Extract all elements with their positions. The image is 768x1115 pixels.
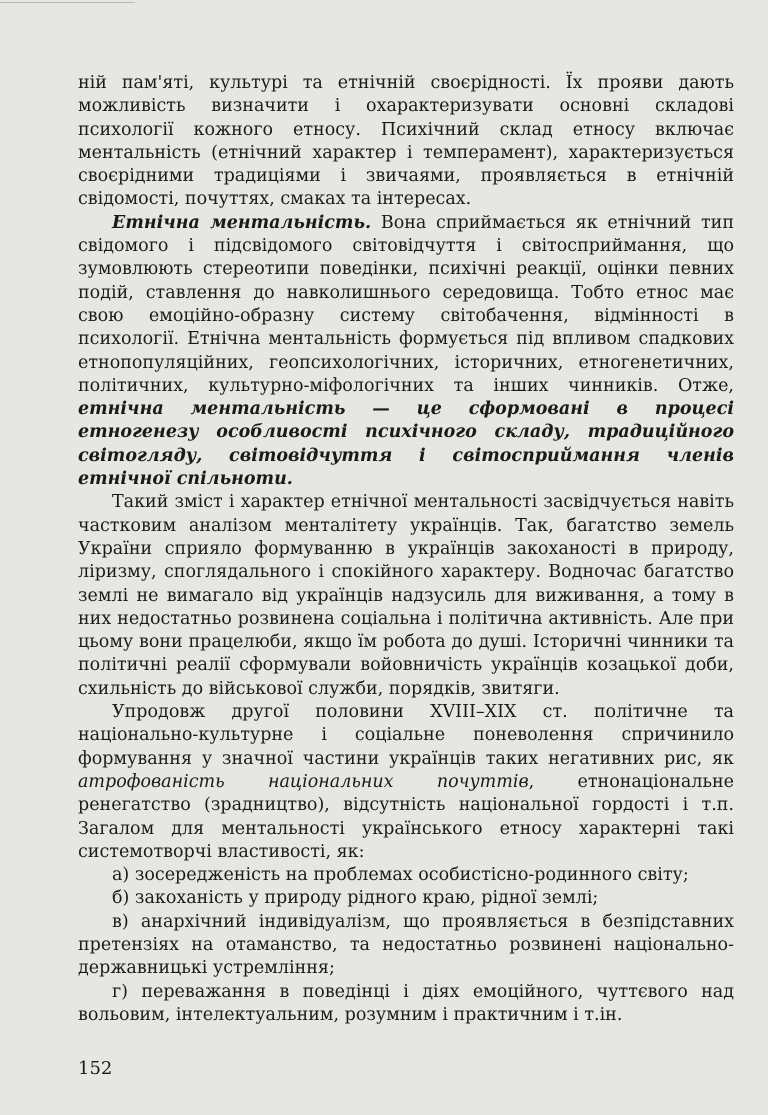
list-item-a	[78, 864, 734, 887]
paragraph-4-text-a: Упродовж другої половини XVIII–XIX ст. політичне та національно-культурне і соціальне поневолення спричинило формування у значної частини українців таких негативних рис, як	[78, 702, 734, 769]
list-item-a-text: а) зосередженість на проблемах особистісно-родинного світу;	[112, 865, 689, 886]
top-edge-rule	[0, 2, 135, 3]
list-item-c-text: в) анархічний індивідуалізм, що проявляється в безпідставних претензіях на отаманство, та недостатньо розвинені національно-державницькі устремління;	[78, 911, 734, 979]
list-item-d-text: г) переважання в поведінці і діях емоційного, чуттєвого над вольовим, інтелектуальним, розумним і практичним і т.ін.	[78, 981, 734, 1025]
paragraph-4-text-b: , етнонаціональне ренегатство (зрадництво), відсутність національної гордості і т.п. Загалом для ментальності українського етносу характерні такі системотворчі властивості, як:	[78, 771, 734, 862]
paragraph-ethnic-mentality	[78, 212, 734, 492]
list-item-d	[78, 981, 734, 1028]
paragraph-1	[78, 72, 734, 212]
emphasis-text: атрофованість національних почуттів	[78, 771, 529, 792]
paragraph-4	[78, 701, 734, 864]
term-heading: Етнічна ментальність.	[112, 212, 372, 233]
list-item-b	[78, 887, 734, 910]
definition-text: етнічна ментальність — це сформовані в процесі етногенезу особливості психічного складу, традиційного світогляду, світовідчуття і світосприймання членів етнічної спільноти.	[78, 399, 734, 490]
paragraph-1-text: ній пам'яті, культурі та етнічній своєрідності. Їх прояви дають можливість визначити і охарактеризувати основні складові психології кожного етносу. Психічний склад етносу включає ментальність (етнічний характер і темперамент), характеризується своєрідними традиціями і звичаями, проявляється в етнічній свідомості, почуттях, смаках та інтересах.	[78, 73, 734, 210]
paragraph-3	[78, 491, 734, 701]
paragraph-2-text: Вона сприймається як етнічний тип свідомого і підсвідомого світовідчуття і світосприймання, що зумовлюють стереотипи поведінки, психічні реакції, оцінки певних подій, ставлення до навколишнього середовища. Тобто етнос має свою емоційно-образну систему світобачення, відмінності в психології. Етнічна ментальність формується під впливом спадкових етнопопуляційних, геопсихологічних, історичних, етногенетичних, політичних, культурно-міфологічних та інших чинників. Отже,	[78, 212, 734, 396]
list-item-b-text: б) закоханість у природу рідного краю, рідної землі;	[112, 888, 599, 909]
body-text	[78, 72, 734, 1027]
list-item-c	[78, 911, 734, 981]
paragraph-3-text: Такий зміст і характер етнічної ментальності засвідчується навіть частковим аналізом менталітету українців. Так, багатство земель України сприяло формуванню в українців закоханості в природу, ліризму, споглядального і спокійного характеру. Водночас багатство землі не вимагало від українців надзусиль для виживання, а тому в них недостатньо розвинена соціальна і політична активність. Але при цьому вони працелюби, якщо їм робота до душі. Історичні чинники та політичні реалії сформували войовничість українців козацької доби, схильність до військової служби, порядків, звитяги.	[78, 492, 734, 699]
page-number: 152	[78, 1058, 113, 1079]
